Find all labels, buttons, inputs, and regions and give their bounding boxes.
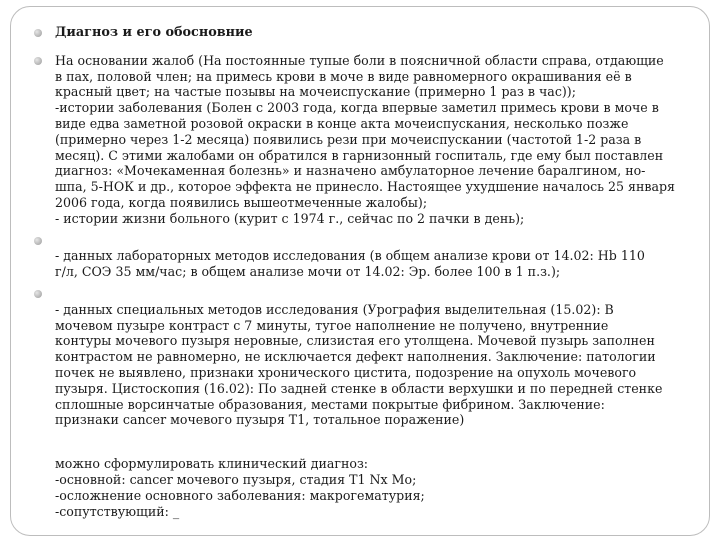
text-line: признаки cancer мочевого пузыря Т1, тотальное поражение) <box>55 412 465 428</box>
bullet-icon <box>33 289 43 299</box>
slide-frame <box>10 6 710 536</box>
text-line: -осложнение основного заболевания: макрогематурия; <box>55 487 425 503</box>
text-line: - данных лабораторных методов исследования (в общем анализе крови от 14.02: Hb 110 <box>55 248 645 264</box>
complaints-block <box>55 53 707 227</box>
text-line: На основании жалоб (На постоянные тупые боли в поясничной области справа, отдающие <box>55 52 664 68</box>
text-line: -истории заболевания (Болен с 2003 года, когда впервые заметил примесь крови в моче в <box>55 100 659 116</box>
bullet-icon <box>33 56 43 66</box>
lab-block <box>55 233 707 280</box>
text-line: 2006 года, когда появились вышеотмеченные жалобы); <box>55 194 428 210</box>
text-line: - истории жизни больного (курит с 1974 г., сейчас по 2 пачки в день); <box>55 210 525 226</box>
special-methods-block <box>55 286 707 428</box>
text-line: виде едва заметной розовой окраски в конце акта мочеиспускания, несколько позже <box>55 115 629 131</box>
text-line: красный цвет; на частые позывы на мочеиспускание (примерно 1 раз в час)); <box>55 84 576 100</box>
text-line: контуры мочевого пузыря неровные, слизистая его утолщена. Мочевой пузырь заполнен <box>55 333 655 349</box>
text-line: -основной: cancer мочевого пузыря, стадия T1 Nx Mo; <box>55 471 417 487</box>
slide-body <box>55 25 707 519</box>
heading-block <box>55 25 707 41</box>
text-line: (примерно через 1-2 месяца) появились рези при мочеиспускании (частотой 1-2 раза в <box>55 131 642 147</box>
text-line: месяц). С этими жалобами он обратился в гарнизонный госпиталь, где ему был поставлен <box>55 147 664 163</box>
text-line: сплошные ворсинчатые образования, местами покрытые фибрином. Заключение: <box>55 396 605 412</box>
diagnosis-block <box>55 456 707 519</box>
text-line: мочевом пузыре контраст с 7 минуты, тугое наполнение не получено, внутренние <box>55 317 609 333</box>
bullet-icon <box>33 236 43 246</box>
bullet-icon <box>33 28 43 38</box>
text-line: диагноз: «Мочекаменная болезнь» и назначено амбулаторное лечение баралгином, но- <box>55 163 646 179</box>
slide-heading: Диагноз и его обосновние <box>55 25 253 40</box>
text-line: -сопутствующий: _ <box>55 503 180 519</box>
text-line: в пах, половой член; на примесь крови в моче в виде равномерного окрашивания её в <box>55 68 632 84</box>
text-line: контрастом не равномерно, не исключается дефект наполнения. Заключение: патологии <box>55 349 656 365</box>
text-line: шпа, 5-НОК и др., которое эффекта не принесло. Настоящее ухудшение началось 25 января <box>55 179 675 195</box>
text-line: можно сформулировать клинический диагноз: <box>55 456 369 472</box>
text-line: г/л, СОЭ 35 мм/час; в общем анализе мочи от 14.02: Эр. более 100 в 1 п.з.); <box>55 264 561 280</box>
text-line: пузыря. Цистоскопия (16.02): По задней стенке в области верхушки и по передней стенке <box>55 380 663 396</box>
text-line: почек не выявлено, признаки хронического цистита, подозрение на опухоль мочевого <box>55 364 637 380</box>
text-line: - данных специальных методов исследования (Урография выделительная (15.02): В <box>55 301 614 317</box>
